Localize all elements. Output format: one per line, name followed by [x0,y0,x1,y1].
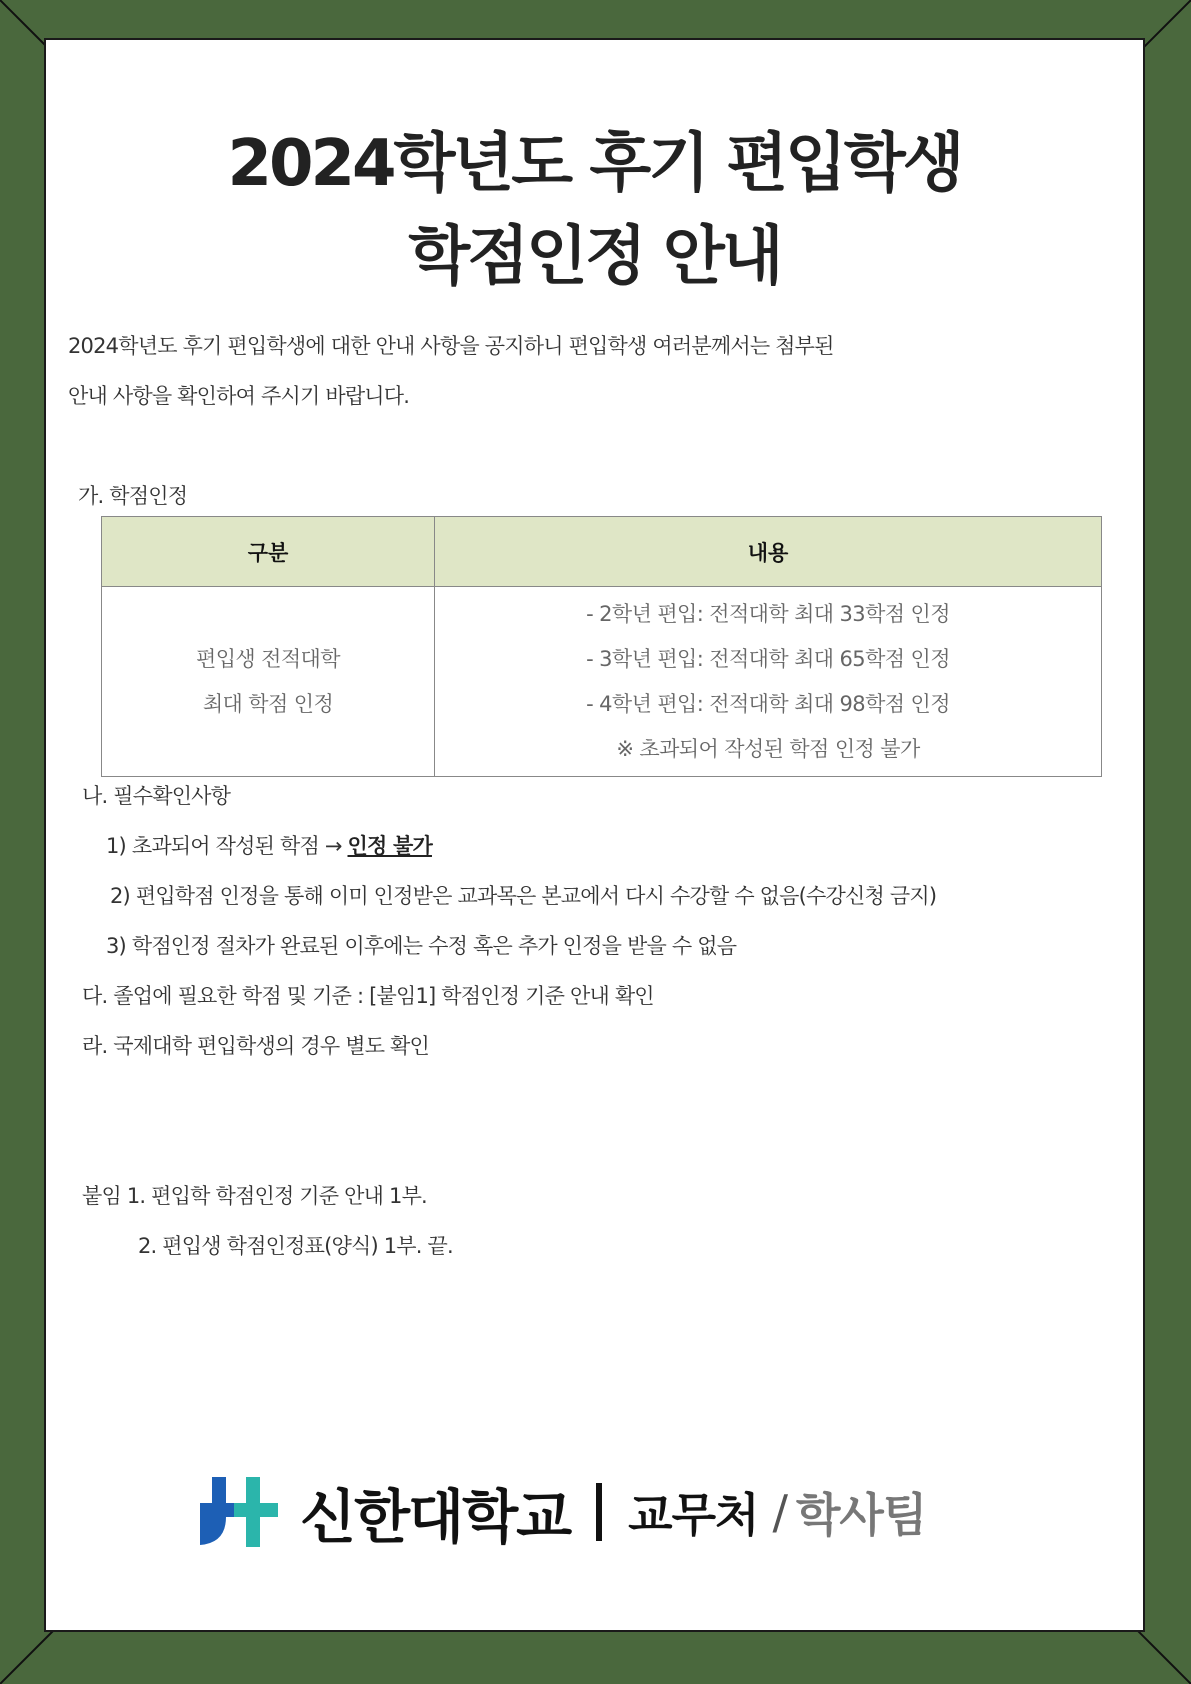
content-line: - 3학년 편입: 전적대학 최대 65학점 인정 [586,646,950,671]
footer-logo [198,1472,926,1552]
footer-divider [596,1483,602,1541]
intro-line-1: 2024학년도 후기 편입학생에 대한 안내 사항을 공지하니 편입학생 여러분께서는 첨부된 [68,334,834,358]
table-row [102,587,1102,777]
title-line-1: 2024학년도 후기 편입학생 [227,127,962,201]
table-cell-category [102,587,435,777]
section-da: 다. 졸업에 필요한 학점 및 기준 : [붙임1] 학점인정 기준 안내 확인 [82,984,654,1008]
content-line: - 4학년 편입: 전적대학 최대 98학점 인정 [586,691,950,716]
category-line: 최대 학점 인정 [202,691,334,716]
na-item-1-emphasis: 인정 불가 [347,834,432,858]
table-cell-content [435,587,1102,777]
footer-slash: / [772,1485,788,1539]
table-header-row [102,517,1102,587]
credit-recognition-table [101,516,1102,777]
section-ga-heading: 가. 학점인정 [78,484,188,508]
table-header-content: 내용 [435,517,1102,587]
title-line-2: 학점인정 안내 [408,220,781,294]
na-item-3: 3) 학점인정 절차가 완료된 이후에는 수정 혹은 추가 인정을 받을 수 없음 [106,934,737,958]
na-item-1 [106,830,432,860]
team-name: 학사팀 [795,1488,927,1542]
na-item-1-text: 1) 초과되어 작성된 학점 → [106,834,348,858]
notice-poster [44,38,1145,1632]
category-line: 편입생 전적대학 [196,646,340,671]
attachment-line-2: 2. 편입생 학점인정표(양식) 1부. 끝. [138,1234,453,1258]
department-name: 교무처 [628,1488,759,1542]
content-line: ※ 초과되어 작성된 학점 인정 불가 [616,736,920,761]
attachment-line-1: 붙임 1. 편입학 학점인정 기준 안내 1부. [82,1184,427,1208]
university-logo-icon [198,1473,284,1551]
intro-line-2: 안내 사항을 확인하여 주시기 바랍니다. [68,384,410,408]
university-name: 신한대학교 [300,1483,571,1551]
content-line: - 2학년 편입: 전적대학 최대 33학점 인정 [586,601,950,626]
section-ra: 라. 국제대학 편입학생의 경우 별도 확인 [82,1034,430,1058]
section-na-heading: 나. 필수확인사항 [82,784,231,808]
na-item-2: 2) 편입학점 인정을 통해 이미 인정받은 교과목은 본교에서 다시 수강할 수 없음(수강신청 금지) [110,884,937,908]
table-header-category: 구분 [102,517,435,587]
